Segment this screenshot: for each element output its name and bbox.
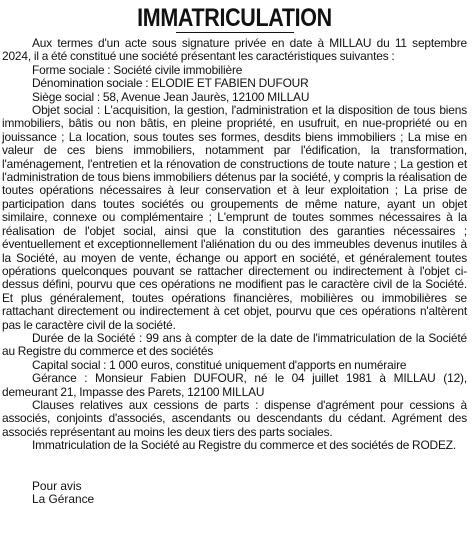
intro-paragraph: Aux termes d'un acte sous signature privée en date à MILLAU du 11 septembre 2024, il a été constitué une société présentant les caractéristiques suivantes : <box>2 36 467 64</box>
title-underline <box>176 32 294 33</box>
notice-body <box>2 37 467 453</box>
signature-spacer <box>2 453 467 480</box>
for-notice-label: Pour avis <box>32 478 82 493</box>
duration: Durée de la Société : 99 ans à compter de la date de l'immatriculation de la Société au Registre du commerce et des sociétés <box>2 330 467 359</box>
management: Gérance : Monsieur Fabien DUFOUR, né le 04 juillet 1981 à MILLAU (12), demeurant 21, Impasse des Parets, 12100 MILLAU <box>2 371 467 399</box>
legal-form: Forme sociale : Société civile immobilière <box>32 62 243 77</box>
signatory: La Gérance <box>32 492 95 506</box>
registration: Immatriculation de la Société au Registre du commerce et des sociétés de RODEZ. <box>32 438 457 453</box>
corporate-purpose: Objet social : L'acquisition, la gestion, l'administration et la disposition de tous biens immobiliers, bâtis ou non bâtis, en pleine propriété, en usufruit, en nue-propriété ou en jouissance ; La location, sous toutes ses formes, desdits biens immobiliers ; La mise en valeur de ces biens immobiliers, notamment par l'édification, la transformation, l'aménagement, l'entretien et la rénovation de constructions de toute nature ; La gestion et l'administration de tous biens immobiliers détenus par la société, y compris la réalisation de toutes opérations nécessaires à leur conservation et à leur exploitation ; La prise de participation dans toutes sociétés ou groupements de même nature, ayant un objet similaire, connexe ou complémentaire ; L'emprunt de toutes sommes nécessaires à la réalisation de l'objet social, ainsi que la constitution des garanties nécessaires ; éventuellement et exceptionnellement l'aliénation du ou des immeubles devenus inutiles à la Société, au moyen de vente, échange ou apport en société, et généralement toutes opérations quelconques pouvant se rattacher directement ou indirectement à l'objet ci-dessus défini, pourvu que ces opérations ne modifient pas le caractère civil de la Société. Et plus généralement, toutes opérations financières, mobilières ou immobilières se rattachant directement ou indirectement à cet objet, pourvu que ces opérations n'altèrent pas le caractère civil de la société. <box>2 103 467 332</box>
registered-office: Siège social : 58, Avenue Jean Jaurès, 12100 MILLAU <box>32 89 310 104</box>
share-transfer-clauses: Clauses relatives aux cessions de parts : dispense d'agrément pour cessions à associés, conjoints d'associés, ascendants ou descendants du cédant. Agrément des associés représentant au moins les deux tiers des parts sociales. <box>2 397 467 439</box>
notice-title: IMMATRICULATION <box>137 4 332 32</box>
share-capital: Capital social : 1 000 euros, constitué uniquement d'apports en numéraire <box>32 357 407 372</box>
company-name: Dénomination sociale : ELODIE ET FABIEN DUFOUR <box>32 76 309 91</box>
